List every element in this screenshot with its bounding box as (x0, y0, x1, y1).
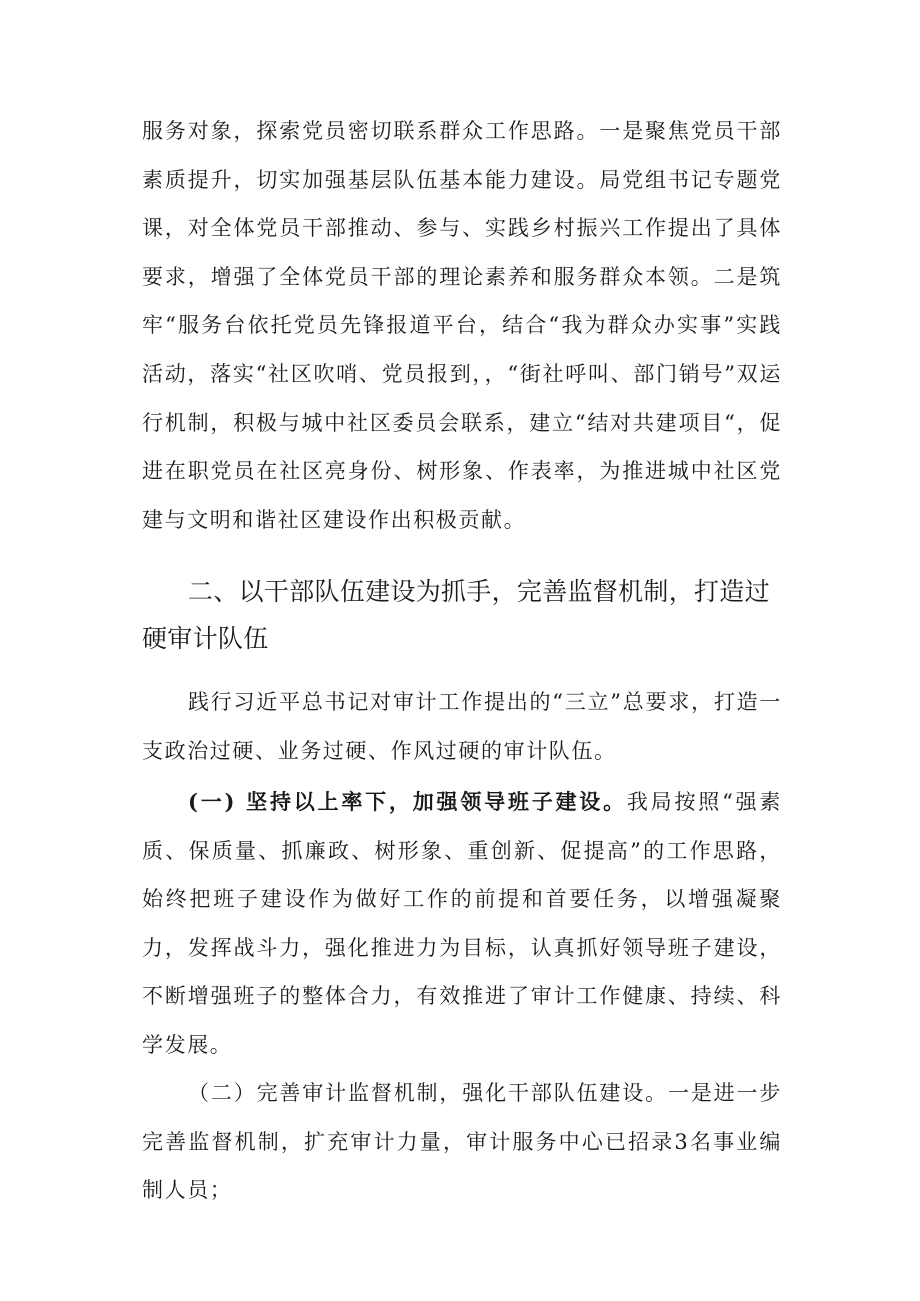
item-2-paragraph: （二）完善审计监督机制，强化干部队伍建设。一是进一步完善监督机制，扩充审计力量，审计服务中心已招录3名事业编制人员； (142, 1081, 782, 1203)
item-1-lead: (一) 坚持以上率下，加强领导班子建设。 (188, 789, 627, 814)
section-2-intro-paragraph: 践行习近平总书记对审计工作提出的“三立”总要求，打造一支政治过硬、业务过硬、作风过硬的审计队伍。 (142, 690, 782, 763)
item-1-paragraph (142, 778, 782, 1070)
section-2-heading: 二、以干部队伍建设为抓手，完善监督机制，打造过硬审计队伍 (142, 577, 770, 653)
item-1-body: 我局按照“强素质、保质量、抓廉政、树形象、重创新、促提高”的工作思路，始终把班子建设作为做好工作的前提和首要任务，以增强凝聚力，发挥战斗力，强化推进力为目标，认真抓好领导班子建设，不断增强班子的整体合力，有效推进了审计工作健康、持续、科学发展。 (142, 790, 782, 1057)
intro-paragraph: 服务对象，探索党员密切联系群众工作思路。一是聚焦党员干部素质提升，切实加强基层队伍基本能力建设。局党组书记专题党课，对全体党员干部推动、参与、实践乡村振兴工作提出了具体要求，增强了全体党员干部的理论素养和服务群众本领。二是筑牢“服务台依托党员先锋报道平台，结合“我为群众办实事”实践活动，落实“社区吹哨、党员报到，，“街社呼叫、部门销号”双运行机制，积极与城中社区委员会联系，建立“结对共建项目“，促进在职党员在社区亮身份、树形象、作表率，为推进城中社区党建与文明和谐社区建设作出积极贡献。 (142, 119, 782, 532)
